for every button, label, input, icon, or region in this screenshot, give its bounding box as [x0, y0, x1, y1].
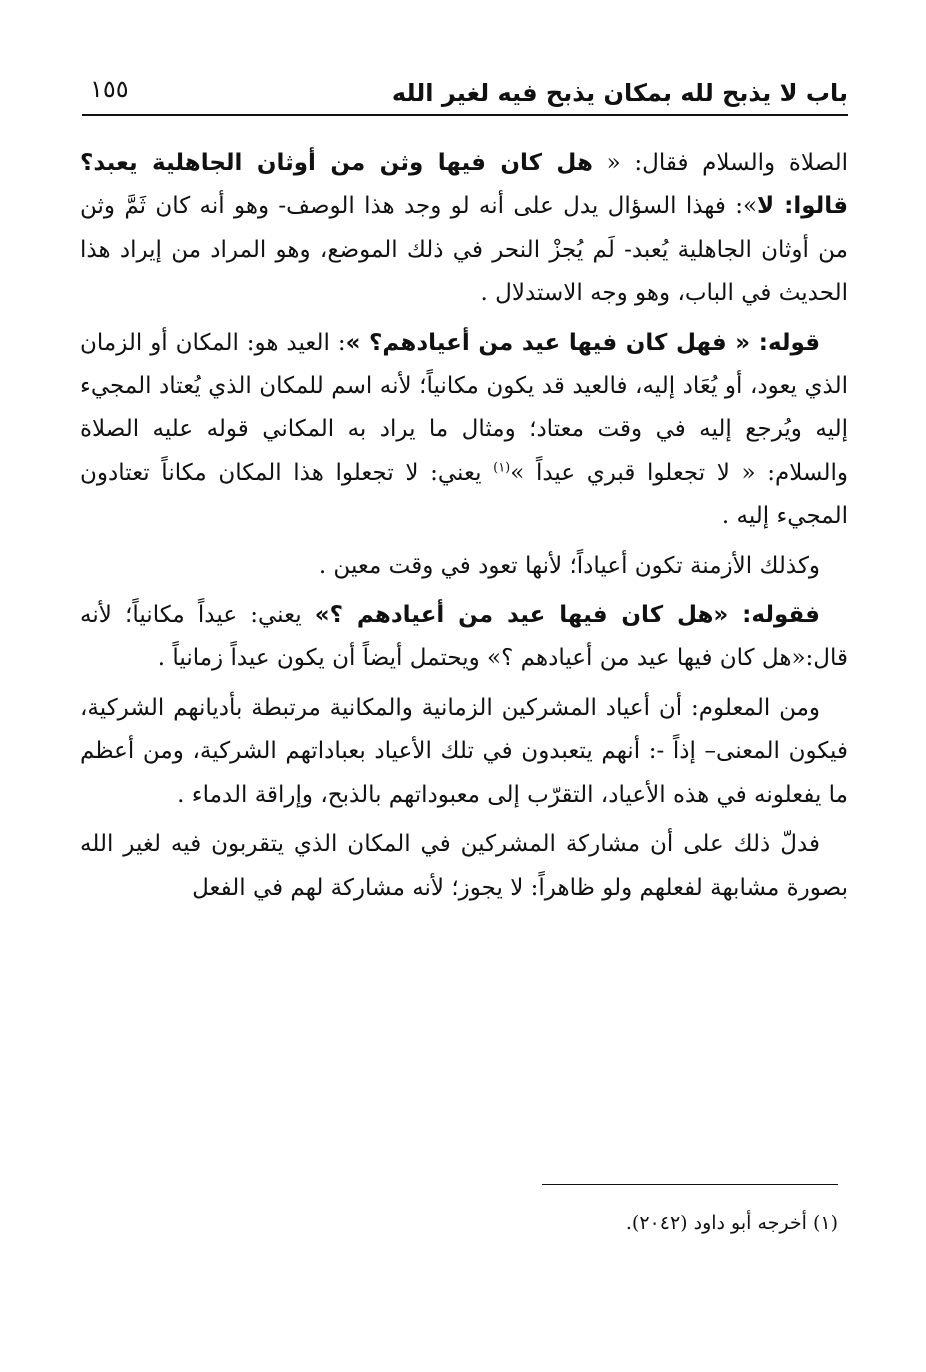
body-text	[80, 142, 848, 916]
paragraph-2-text: : العيد هو: المكان أو الزمان الذي يعود، أو يُعَاد إليه، فالعيد قد يكون مكانياً؛ لأنه اسم للمكان الذي يُعتاد المجيء إليه ويُرجع إليه في وقت معتاد؛ ومثال ما يراد به المكاني قوله عليه الصلاة والسلام: « لا تجعلوا قبري عيداً »	[80, 329, 848, 486]
paragraph-4-bold: فقوله: «هل كان فيها عيد من أعيادهم ؟»	[314, 602, 820, 629]
paragraph-6: فدلّ ذلك على أن مشاركة المشركين في المكان الذي يتقربون فيه لغير الله بصورة مشابهة لفعلهم ولو ظاهراً: لا يجوز؛ لأنه مشاركة لهم في الفعل	[80, 831, 848, 901]
paragraph-2-bold: قوله: « فهل كان فيها عيد من أعيادهم؟ »	[345, 329, 821, 356]
footnote: (١) أخرجه أبو داود (٢٠٤٢).	[625, 1212, 838, 1234]
footnote-divider	[542, 1184, 838, 1185]
paragraph-2	[80, 322, 848, 539]
page-number: ١٥٥	[90, 75, 129, 103]
footnote-ref[interactable]: (١)	[493, 460, 511, 476]
paragraph-2-tail: يعني: لا تجعلوا هذا المكان مكاناً تعتادون المجيء إليه .	[80, 459, 848, 530]
paragraph-4	[80, 594, 848, 681]
bold-question: هل كان فيها وثن من أوثان الجاهلية يعبد؟	[80, 150, 593, 176]
paragraph-1-intro: الصلاة والسلام فقال: «	[592, 150, 848, 176]
bold-answer: قالوا: لا	[757, 193, 848, 220]
paragraph-5: ومن المعلوم: أن أعياد المشركين الزمانية والمكانية مرتبطة بأديانهم الشركية، فيكون المعنى– إذاً -: أنهم يتعبدون في تلك الأعياد بعباداتهم الشركية، ومن أعظم ما يفعلونه في هذه الأعياد، التقرّب إلى معبوداتهم بالذبح، وإراقة الدماء .	[80, 694, 848, 808]
paragraph-1-rest: »: فهذا السؤال يدل على أنه لو وجد هذا الوصف- وهو أنه كان ثَمَّ وثن من أوثان الجاهلية يُعبد- لَم يُجزْ النحر في ذلك الموضع، وهو المراد من إيراد هذا الحديث في الباب، وهو وجه الاستدلال .	[80, 193, 848, 307]
page-header	[82, 66, 848, 116]
paragraph-3: وكذلك الأزمنة تكون أعياداً؛ لأنها تعود في وقت معين .	[318, 552, 820, 579]
paragraph-1	[80, 142, 848, 316]
paragraph-4-text: يعني: عيداً مكانياً؛ لأنه قال:«هل كان فيها عيد من أعيادهم ؟» ويحتمل أيضاً أن يكون عيداً زمانياً .	[80, 602, 848, 672]
running-title: باب لا يذبح لله بمكان يذبح فيه لغير الله	[391, 79, 848, 107]
